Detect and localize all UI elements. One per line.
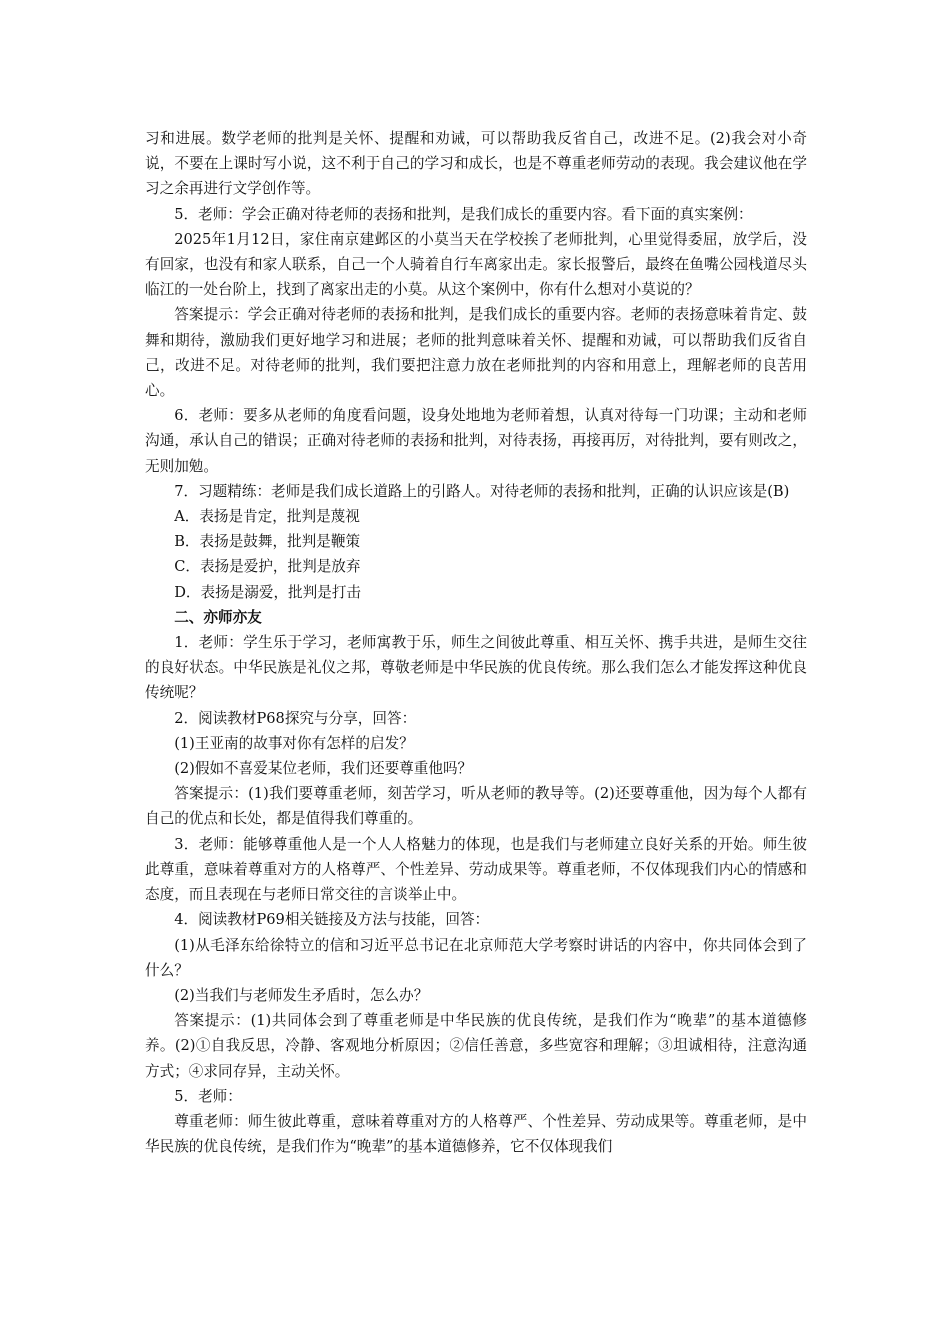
- option-b: B．表扬是鼓舞，批判是鞭策: [174, 533, 361, 551]
- paragraph-section2-item-3: 3．老师：能够尊重他人是一个人人格魅力的体现，也是我们与老师建立良好关系的开始。师生彼此尊重，意味着尊重对方的人格尊严、个性差异、劳动成果等。尊重老师，不仅体现我们内心的情感和态度，而且表现在与老师日常交往的言谈举止中。: [145, 835, 807, 904]
- paragraph-answer-hint-2: 答案提示：(1)我们要尊重老师，刻苦学习，听从老师的教导等。(2)还要尊重他，因为每个人都有自己的优点和长处，都是值得我们尊重的。: [145, 785, 807, 828]
- section-heading: 二、亦师亦友: [174, 608, 262, 626]
- paragraph-continuation: 习和进展。数学老师的批判是关怀、提醒和劝诫，可以帮助我反省自己，改进不足。(2)我会对小奇说，不要在上课时写小说，这不利于自己的学习和成长，也是不尊重老师劳动的表现。我会建议他在学习之余再进行文学创作等。: [145, 130, 807, 198]
- paragraph-section2-item-4: 4．阅读教材P69相关链接及方法与技能，回答：: [174, 911, 490, 929]
- paragraph-answer-hint-3: 答案提示：(1)共同体会到了尊重老师是中华民族的优良传统，是我们作为“晚辈”的基本道德修养。(2)①自我反思，冷静、客观地分析原因；②信任善意，多些宽容和理解；③坦诚相待，注意沟通方式；④求同存异，主动关怀。: [145, 1012, 807, 1080]
- paragraph-case-story: 2025年1月12日，家住南京建邺区的小莫当天在学校挨了老师批判，心里觉得委屈，放学后，没有回家，也没有和家人联系，自己一个人骑着自行车离家出走。家长报警后，最终在鱼嘴公园栈道尽头临江的一处台阶上，找到了离家出走的小莫。从这个案例中，你有什么想对小莫说的？: [145, 230, 807, 299]
- paragraph-item-5: 5．老师：学会正确对待老师的表扬和批判，是我们成长的重要内容。看下面的真实案例：: [174, 205, 753, 223]
- document-page: [145, 126, 807, 1159]
- question-2: (2)假如不喜爱某位老师，我们还要尊重他吗？: [174, 760, 473, 778]
- paragraph-section2-item-1: 1．老师：学生乐于学习，老师寓教于乐，师生之间彼此尊重、相互关怀、携手共进，是师生交往的良好状态。中华民族是礼仪之邦，尊敬老师是中华民族的优良传统。那么我们怎么才能发挥这种优良传统呢？: [145, 634, 807, 702]
- paragraph-section2-item-5: 5．老师：: [174, 1087, 242, 1105]
- option-d: D．表扬是溺爱，批判是打击: [174, 583, 362, 601]
- question-4: (2)当我们与老师发生矛盾时，怎么办？: [174, 986, 429, 1004]
- paragraph-item-7-exercise: 7．习题精练：老师是我们成长道路上的引路人。对待老师的表扬和批判，正确的认识应该是(B): [174, 482, 790, 500]
- question-3: (1)从毛泽东给徐特立的信和习近平总书记在北京师范大学考察时讲话的内容中，你共同体会到了什么？: [145, 936, 807, 979]
- question-1: (1)王亚南的故事对你有怎样的启发？: [174, 734, 414, 752]
- paragraph-answer-hint: 答案提示：学会正确对待老师的表扬和批判，是我们成长的重要内容。老师的表扬意味着肯定、鼓舞和期待，激励我们更好地学习和进展；老师的批判意味着关怀、提醒和劝诫，可以帮助我们反省自己，改进不足。对待老师的批判，我们要把注意力放在老师批判的内容和用意上，理解老师的良苦用心。: [145, 306, 807, 400]
- paragraph-section2-item-2: 2．阅读教材P68探究与分享，回答：: [174, 709, 417, 727]
- paragraph-item-6: 6．老师：要多从老师的角度看问题，设身处地地为老师着想，认真对待每一门功课；主动和老师沟通，承认自己的错误；正确对待老师的表扬和批判，对待表扬，再接再厉，对待批判，要有则改之，无则加勉。: [145, 407, 807, 475]
- paragraph-respect-teachers: 尊重老师：师生彼此尊重，意味着尊重对方的人格尊严、个性差异、劳动成果等。尊重老师，是中华民族的优良传统，是我们作为“晚辈”的基本道德修养，它不仅体现我们: [145, 1112, 807, 1156]
- option-c: C．表扬是爱护，批判是放弃: [174, 558, 361, 576]
- option-a: A．表扬是肯定，批判是蔑视: [174, 508, 360, 526]
